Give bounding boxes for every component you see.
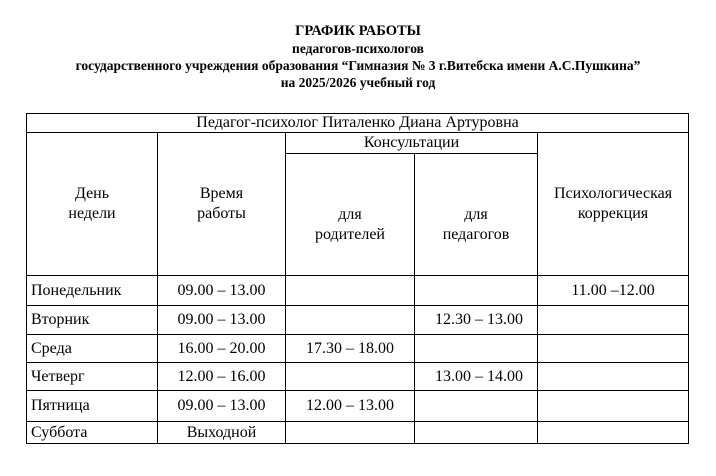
- table-row: [27, 335, 689, 363]
- correction-cell: [538, 306, 689, 335]
- header-row-1: [27, 133, 689, 154]
- time-cell: 16.00 – 20.00: [158, 335, 286, 363]
- day-cell: Среда: [27, 335, 158, 363]
- header-correction: Психологическая коррекция: [538, 133, 689, 276]
- day-cell: Понедельник: [27, 276, 158, 306]
- correction-cell: [538, 335, 689, 363]
- document-subtitle: педагогов-психологов: [292, 41, 424, 56]
- institution-name: государственного учреждения образования “Гимназия № 3 г.Витебска имени А.С.Пушкина”: [75, 58, 641, 73]
- header-day: День недели: [27, 133, 158, 276]
- time-cell: 12.00 – 16.00: [158, 363, 286, 391]
- day-cell: Суббота: [27, 422, 158, 444]
- teachers-cell: 13.00 – 14.00: [415, 363, 538, 391]
- parents-cell: [286, 306, 415, 335]
- academic-year: на 2025/2026 учебный год: [280, 75, 436, 90]
- teachers-cell: [415, 276, 538, 306]
- table-row: [27, 276, 689, 306]
- table-row: [27, 363, 689, 391]
- table-row: [27, 422, 689, 444]
- time-cell: 09.00 – 13.00: [158, 276, 286, 306]
- parents-cell: 12.00 – 13.00: [286, 391, 415, 422]
- time-cell: 09.00 – 13.00: [158, 306, 286, 335]
- parents-cell: 17.30 – 18.00: [286, 335, 415, 363]
- correction-cell: [538, 422, 689, 444]
- correction-cell: [538, 391, 689, 422]
- parents-cell: [286, 422, 415, 444]
- parents-cell: [286, 363, 415, 391]
- header-consultations: Консультации: [286, 133, 538, 154]
- teachers-cell: 12.30 – 13.00: [415, 306, 538, 335]
- day-cell: Вторник: [27, 306, 158, 335]
- correction-cell: [538, 363, 689, 391]
- teacher-row: [27, 114, 689, 133]
- correction-cell: 11.00 –12.00: [538, 276, 689, 306]
- day-cell: Пятница: [27, 391, 158, 422]
- table-row: [27, 306, 689, 335]
- header-time: Время работы: [158, 133, 286, 276]
- time-cell: Выходной: [158, 422, 286, 444]
- header-teachers: для педагогов: [415, 154, 538, 276]
- document-title: ГРАФИК РАБОТЫ: [295, 23, 421, 39]
- teacher-name: Педагог-психолог Питаленко Диана Артуровна: [27, 114, 689, 133]
- header-parents: для родителей: [286, 154, 415, 276]
- time-cell: 09.00 – 13.00: [158, 391, 286, 422]
- day-cell: Четверг: [27, 363, 158, 391]
- document-header: [0, 22, 716, 91]
- parents-cell: [286, 276, 415, 306]
- teachers-cell: [415, 335, 538, 363]
- schedule-table: [26, 113, 689, 444]
- table-row: [27, 391, 689, 422]
- teachers-cell: [415, 422, 538, 444]
- teachers-cell: [415, 391, 538, 422]
